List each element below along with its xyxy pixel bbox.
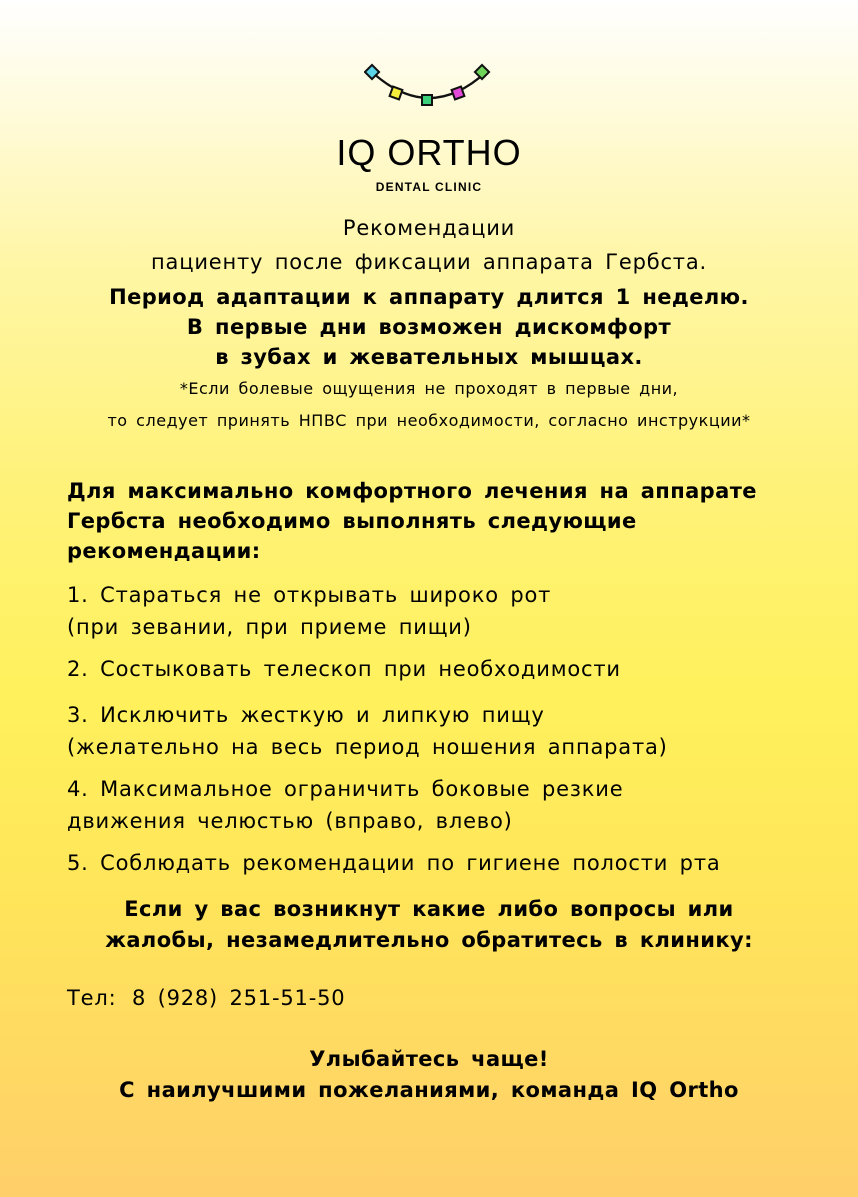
heading-line-3: рекомендации:: [67, 539, 261, 563]
recommendation-4-line-1: 4. Максимальное ограничить боковые резкие: [67, 777, 624, 801]
heading-line-2: Гербста необходимо выполнять следующие: [67, 509, 637, 533]
contact-note-line-2: жалобы, незамедлительно обратитесь в клинику:: [105, 928, 753, 952]
brand-name: IQ ORTHO: [336, 132, 522, 173]
recommendation-4-line-2: движения челюстью (вправо, влево): [67, 809, 513, 833]
recommendation-3-line-2: (желательно на весь период ношения аппарата): [67, 735, 668, 759]
recommendation-1-line-1: 1. Стараться не открывать широко рот: [67, 583, 552, 607]
recommendation-3-line-1: 3. Исключить жесткую и липкую пищу: [67, 703, 545, 727]
closing-line-1: Улыбайтесь чаще!: [309, 1047, 549, 1071]
recommendation-1-line-2: (при зевании, при приеме пищи): [67, 615, 472, 639]
note-line-1: *Если болевые ощущения не проходят в первые дни,: [179, 379, 679, 398]
closing-line-2: С наилучшими пожеланиями, команда IQ Ortho: [119, 1078, 739, 1102]
phone-label: Тел:: [67, 986, 117, 1010]
adaptation-line-2: В первые дни возможен дискомфорт: [186, 315, 672, 339]
heading-line-1: Для максимально комфортного лечения на аппарате: [67, 479, 757, 503]
intro-subtitle: пациенту после фиксации аппарата Гербста.: [151, 250, 707, 274]
phone-number[interactable]: 8 (928) 251-51-50: [131, 986, 346, 1010]
intro-title: Рекомендации: [342, 216, 516, 240]
brand-subtitle: DENTAL CLINIC: [375, 180, 483, 194]
adaptation-line-1: Период адаптации к аппарату длится 1 неделю.: [109, 285, 749, 309]
phone-row: [67, 986, 345, 1010]
recommendation-2-line-1: 2. Состыковать телескоп при необходимости: [67, 657, 621, 681]
note-line-2: то следует принять НПВС при необходимости, согласно инструкции*: [107, 411, 751, 430]
adaptation-line-3: в зубах и жевательных мышцах.: [215, 345, 643, 369]
contact-note-line-1: Если у вас возникнут какие либо вопросы или: [124, 897, 734, 921]
braces-logo-icon: [364, 62, 494, 112]
recommendation-5-line-1: 5. Соблюдать рекомендации по гигиене полости рта: [67, 851, 721, 875]
